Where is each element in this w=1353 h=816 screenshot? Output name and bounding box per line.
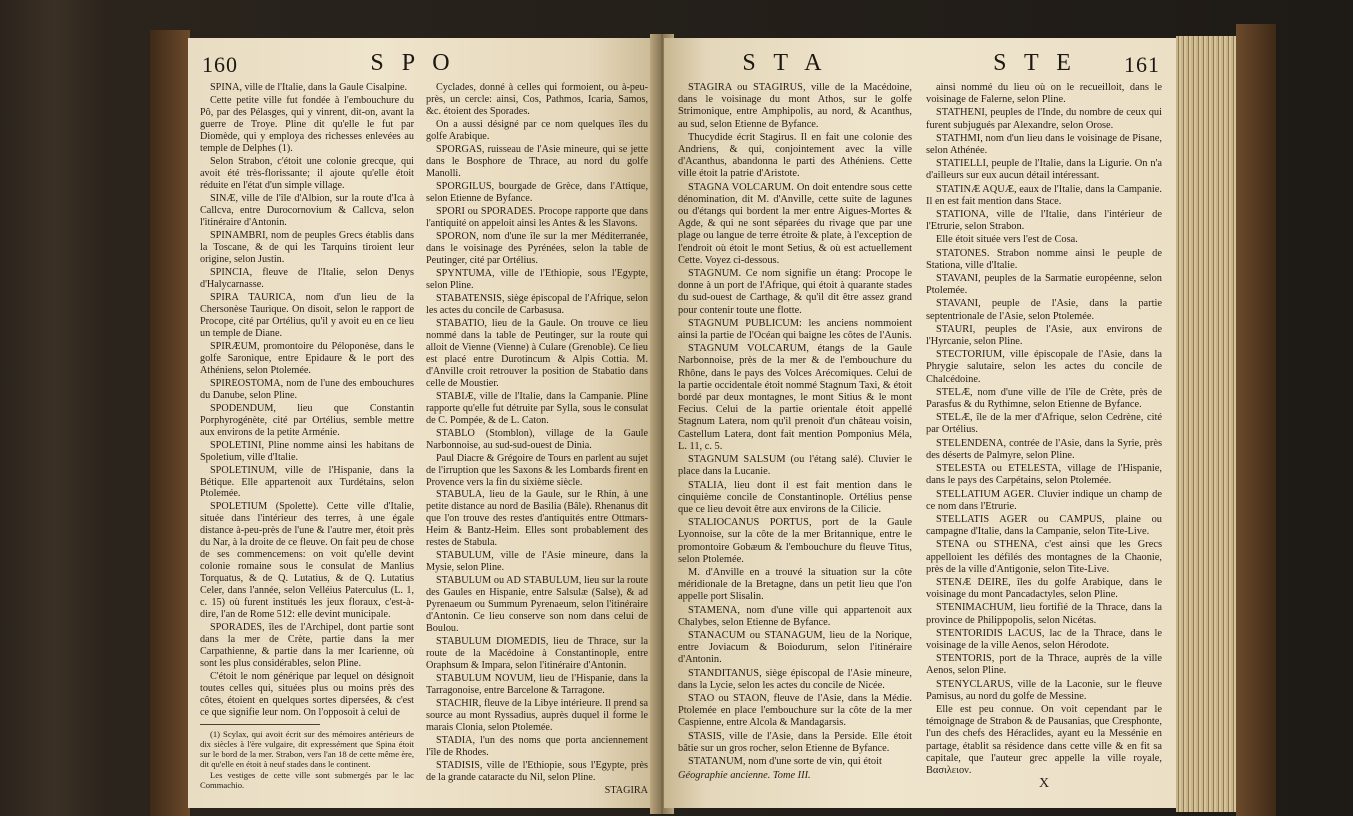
entry-paragraph: Paul Diacre & Grégoire de Tours en parlent au sujet de l'irruption que les Saxons & les Lombards firent en Provence vers la fin du sixième siècle. xyxy=(426,452,648,488)
entry-paragraph: STABULUM DIOMEDIS, lieu de Thrace, sur la route de la Macédoine à Constantinople, entre Oraphsum & Impara, selon l'itinéraire d'Antonin. xyxy=(426,636,648,672)
entry-paragraph: STAURI, peuples de l'Asie, aux environs de l'Hyrcanie, selon Pline. xyxy=(926,323,1162,348)
entry-paragraph: SPYNTUMA, ville de l'Ethiopie, sous l'Egypte, selon Pline. xyxy=(426,267,648,291)
entry-paragraph: STALIA, lieu dont il est fait mention dans le cinquième concile de Constantinople. Ortélius pense que ce lieu devoit être aux environs de la Cilicie. xyxy=(678,479,912,515)
entry-paragraph: STELLATIUM AGER. Cluvier indique un champ de ce nom dans l'Etrurie. xyxy=(926,488,1162,512)
signature-mark: X xyxy=(1038,776,1050,792)
book-cover-left xyxy=(150,30,190,816)
running-head-right-2: S T E xyxy=(993,50,1077,76)
entry-paragraph: STELÆ, île de la mer d'Afrique, selon Cedrène, cité par Ortélius. xyxy=(926,412,1162,436)
entry-paragraph: STAO ou STAON, fleuve de l'Asie, dans la Médie. Ptolemée en place l'embouchure sur la côte de la mer Caspienne, entre Alcola & Mandagarsis. xyxy=(678,692,912,729)
entry-paragraph: Selon Strabon, c'étoit une colonie grecque, qui avoit été très-florissante; il ajoute qu'elle étoit réduite en l'état d'un simple village. xyxy=(200,155,414,191)
page-edges xyxy=(1176,36,1240,812)
entry-paragraph: STABLO (Stomblon), village de la Gaule Narbonnoise, au sud-sud-ouest de Dinia. xyxy=(426,427,648,451)
entry-paragraph: STASIS, ville de l'Asie, dans la Perside. Elle étoit bâtie sur un gros rocher, selon Etienne de Byfance. xyxy=(678,730,912,754)
entry-paragraph: Thucydide écrit Stagirus. Il en fait une colonie des Andriens, & qui, conjointement avec la ville d'Acanthus, abandonna le parti des Athéniens. Cette ville étoit la patrie d'Aristote. xyxy=(678,131,912,180)
running-head-right-1: S T A xyxy=(742,50,828,76)
entry-paragraph: STAGNUM PUBLICUM: les anciens nommoient ainsi la partie de l'Océan qui baigne les côtes de l'Aunis. xyxy=(678,317,912,342)
entry-paragraph: STENYCLARUS, ville de la Laconie, sur le fleuve Pamisus, au nord du golfe de Messine. xyxy=(926,678,1162,702)
entry-paragraph: STECTORIUM, ville épiscopale de l'Asie, dans la Phrygie salutaire, selon les actes du concile de Chalcédoine. xyxy=(926,349,1162,385)
entry-paragraph: STAGNUM SALSUM (ou l'étang salé). Cluvier le place dans la Lucanie. xyxy=(678,454,912,478)
entry-paragraph: SPIRÆUM, promontoire du Péloponèse, dans le golfe Saronique, entre Epidaure & le port des Athéniens, selon Ptolemée. xyxy=(200,340,414,376)
entry-paragraph: SPINAMBRI, nom de peuples Grecs établis dans la Toscane, & de qui les Tarquins tiroient leur origine, selon Justin. xyxy=(200,229,414,265)
entry-paragraph: STAGIRA ou STAGIRUS, ville de la Macédoine, dans le voisinage du mont Athos, sur le golfe Strimonique, entre Amphipolis, au nord, & Acanthus, au sud, selon Etienne de Byfance. xyxy=(678,82,912,130)
entry-paragraph: STAMENA, nom d'une ville qui appartenoit aux Chalybes, selon Etienne de Byfance. xyxy=(678,604,912,628)
entry-paragraph: STENTORIS, port de la Thrace, auprès de la ville Aenos, selon Pline. xyxy=(926,653,1162,677)
entry-paragraph: C'étoit le nom générique par lequel on désignoit toutes celles qui, situées plus ou moins près des côtes, étoient en quelques sortes dipersées, & c'est ce que signifie leur nom. On l'opposoit à celui de xyxy=(200,671,414,719)
entry-paragraph: STADIA, l'un des noms que porta anciennement l'île de Rhodes. xyxy=(426,735,648,759)
entry-paragraph: SPORON, nom d'une île sur la mer Méditerranée, dans le voisinage des Pyrénées, selon la table de Peutinger, cité par Ortélius. xyxy=(426,230,648,266)
page-number-right: 161 xyxy=(1124,52,1160,77)
entry-paragraph: SPOLETIUM (Spolette). Cette ville d'Italie, située dans l'intérieur des terres, à une égale distance à-peu-près de l'une & l'autre mer, étoit près du Nar, à la droite de ce fleuve. On fait peu de chose de ses commencemens: on voit qu'elle devint colonie romaine sous le consulat de Manlius Torquatus, & de Q. Lutatius, & de Q. Lutatius Celer, dans l'année, selon Velléius Paterculus (L. 1, c. 15) où furent institués les jeux floraux, c'est-à-dire, l'an de Rome 512: elle devint municipale. xyxy=(200,501,415,621)
entry-paragraph: SINÆ, ville de l'île d'Albion, sur la route d'Ica à Callcva, entre Durocornovium & Callcva, selon l'itinéraire d'Antonin. xyxy=(200,192,414,228)
entry-paragraph: STATINÆ AQUÆ, eaux de l'Italie, dans la Campanie. Il en est fait mention dans Stace. xyxy=(926,183,1162,207)
entry-paragraph: STELENDENA, contrée de l'Asie, dans la Syrie, près des déserts de Palmyre, selon Pline. xyxy=(926,437,1162,461)
entry-paragraph: M. d'Anville en a trouvé la situation sur la côte méridionale de la Bretagne, dans un petit lieu que l'on appelle port Slisalin. xyxy=(678,566,912,603)
entry-paragraph: STANACUM ou STANAGUM, lieu de la Norique, entre Joviacum & Boiodurum, selon l'itinéraire d'Antonin. xyxy=(678,629,912,666)
entry-paragraph: STAVANI, peuple de l'Asie, dans la partie septentrionale de l'Asie, selon Ptolemée. xyxy=(926,298,1162,322)
entry-paragraph: Cette petite ville fut fondée à l'embouchure du Pô, par des Pélasges, qui y vinrent, dit-on, avant la guerre de Troye. Pline dit qu'elle le fut par Diomède, qui y employa des richesses enlevées au temple de Delphes (1). xyxy=(200,94,414,154)
entry-paragraph: SPODENDUM, lieu que Constantin Porphyrogénète, cité par Ortélius, semble mettre aux environs de la petite Arménie. xyxy=(200,402,414,438)
entry-paragraph: STALIOCANUS PORTUS, port de la Gaule Lyonnoise, sur la côte de la mer Britannique, entre le promontoire Gobæum & l'embouchure du fleuve Titus, selon Ptolemée. xyxy=(678,517,912,565)
right-column-1 xyxy=(678,82,912,782)
entry-paragraph: STAGNA VOLCARUM. On doit entendre sous cette dénomination, dit M. d'Anville, cette suite de lagunes ou d'étangs qui bordent la mer entre Aigues-Mortes & Agde, & qui ne sont séparées du rivage que par une plage ou langue de terre étroite & plate, à l'exception de l'endroit où étoit le mont Setius, & où est actuellement Cette. Voyez ci-dessous. xyxy=(678,181,912,266)
right-column-2 xyxy=(926,82,1162,790)
entry-paragraph: STABULUM ou AD STABULUM, lieu sur la route des Gaules en Hispanie, entre Salsulæ (Salse), & ad Pyrenaeum ou Summum Pyrenaeum, selon l'itinéraire d'Antonin. Ce lieu conserve son nom dans celui de Boulou. xyxy=(426,575,648,635)
book-cover-right xyxy=(1236,24,1276,816)
left-column-1 xyxy=(200,82,414,791)
entry-paragraph: Elle est peu connue. On voit cependant par le témoignage de Strabon & de Pausanias, que Cresphonte, l'un des chefs des Héraclides, ayant eu la Messénie en partage, établit sa résidence dans cette ville & en fit sa capitale, que l'auteur grec appelle la ville royale, Βασιλειον. xyxy=(926,703,1162,776)
entry-paragraph: STAVANI, peuples de la Sarmatie européenne, selon Ptolemée. xyxy=(926,273,1162,297)
right-header xyxy=(664,48,1176,82)
entry-paragraph: STATANUM, nom d'une sorte de vin, qui étoit xyxy=(688,755,882,767)
entry-paragraph: SPIRA TAURICA, nom d'un lieu de la Chersonèse Taurique. On disoit, selon le rapport de Procope, cité par Ortélius, qu'il y avoit eu en ce lieu un temple de Diane. xyxy=(200,291,414,339)
right-page xyxy=(664,38,1176,808)
entry-paragraph: STELLATIS AGER ou CAMPUS, plaine ou campagne d'Italie, dans la Campanie, selon Tite-Live. xyxy=(926,513,1162,538)
entry-paragraph: Cyclades, donné à celles qui formoient, ou à-peu-près, un cercle: ainsi, Cos, Pathmos, Icaria, Samos, &c. étoient des Sporades. xyxy=(426,82,648,117)
entry-paragraph: On a aussi désigné par ce nom quelques îles du golfe Arabique. xyxy=(426,118,648,142)
entry-paragraph: SPINA, ville de l'Italie, dans la Gaule Cisalpine. xyxy=(210,82,408,93)
entry-paragraph: STABULUM NOVUM, lieu de l'Hispanie, dans la Tarragonoise, entre Barcelone & Tarragone. xyxy=(426,673,648,697)
entry-paragraph: SPORGAS, ruisseau de l'Asie mineure, qui se jette dans le Bosphore de Thrace, au nord du golfe Manolli. xyxy=(426,143,648,179)
entry-paragraph: SPORGILUS, bourgade de Grèce, dans l'Attique, selon Etienne de Byfance. xyxy=(426,180,648,204)
entry-paragraph: STATIELLI, peuple de l'Italie, dans la Ligurie. On n'a d'ailleurs sur eux aucun détail intéressant. xyxy=(926,158,1162,182)
entry-paragraph: Elle étoit située vers l'est de Cosa. xyxy=(936,234,1078,246)
entry-paragraph: SPOLETINUM, ville de l'Hispanie, dans la Bétique. Elle appartenoit aux Turdétains, selon Ptolemée. xyxy=(200,464,414,500)
entry-paragraph: STENA ou STHENA, c'est ainsi que les Grecs appelloient les défilés des montagnes de la Chaonie, près de la ville d'Antigonie, selon Tite-Live. xyxy=(926,539,1162,575)
entry-paragraph: STAGNUM VOLCARUM, étangs de la Gaule Narbonnoise, près de la mer & de l'embouchure du Rhône, dans le pays des Volces Arécomiques. Celui de la partie occidentale étoit nommé Stagnum Taxi, & étoit bordé par deux montagnes, le mont Sitius & le mont Fecius. Celui de la partie orientale étoit appellé Stagnum Latera, nom qu'il prenoit d'un château voisin, Castellum Latera, dont fait mention Pomponius Méla, L. 11, c. 5. xyxy=(678,343,912,452)
page-number-left: 160 xyxy=(202,52,238,77)
left-page xyxy=(188,38,658,808)
entry-paragraph: STENTORIDIS LACUS, lac de la Thrace, dans le voisinage de la ville Aenos, selon Hérodote. xyxy=(926,627,1162,651)
entry-paragraph: SPORI ou SPORADES. Procope rapporte que dans l'antiquité on appeloit ainsi les Antes & les Slavons. xyxy=(426,205,648,229)
entry-paragraph: STENIMACHUM, lieu fortifié de la Thrace, dans la province de Philippopolis, selon Nicétas. xyxy=(926,602,1162,626)
left-header xyxy=(188,48,658,82)
entry-paragraph: STABULUM, ville de l'Asie mineure, dans la Mysie, selon Pline. xyxy=(426,550,648,574)
footnote: Les vestiges de cette ville sont submergés par le lac Commachio. xyxy=(200,770,414,791)
entry-paragraph: ainsi nommé du lieu où on le recueilloit, dans le voisinage de Falerne, selon Pline. xyxy=(926,82,1162,106)
entry-paragraph: SPORADES, îles de l'Archipel, dont partie sont dans la mer de Crète, partie dans la mer Carpathienne, & partie dans la mer Icarienne, où sont les plus considérables, selon Pline. xyxy=(200,622,414,670)
entry-paragraph: STABATIO, lieu de la Gaule. On trouve ce lieu nommé dans la table de Peutinger, sur la route qui alloit de Vienne (Vienne) à Culare (Grenoble). Ce lieu est placé entre Durotincum & Alpis Cottia. M. d'Anville croit retrouver la position de Stabatio dans celle de Moustier. xyxy=(426,317,648,389)
entry-paragraph: SPIREOSTOMA, nom de l'une des embouchures du Danube, selon Pline. xyxy=(200,377,414,401)
footnote: (1) Scylax, qui avoit écrit sur des mémoires antérieurs de dix siècles à l'ère vulgaire, dit expressément que Spina étoit sur le bord de la mer. Strabon, vers l'an 18 de cette même ère, dit qu'elle en étoit à neuf stades dans le continent. xyxy=(200,729,414,770)
entry-paragraph: SPOLETINI, Pline nomme ainsi les habitans de Spoletium, ville d'Italie. xyxy=(200,439,414,463)
entry-paragraph: STATONES. Strabon nomme ainsi le peuple de Stationa, ville d'Italie. xyxy=(926,247,1162,271)
footer-title: Géographie ancienne. Tome III. xyxy=(678,770,811,782)
entry-paragraph: STACHIR, fleuve de la Libye intérieure. Il prend sa source au mont Ryssadius, auprès duquel il forme le marais Clonia, selon Ptolemée. xyxy=(426,698,648,734)
entry-paragraph: SPINCIA, fleuve de l'Italie, selon Denys d'Halycarnasse. xyxy=(200,266,414,290)
entry-paragraph: STATIONA, ville de l'Italie, dans l'intérieur de l'Etrurie, selon Strabon. xyxy=(926,209,1162,233)
running-head-left: S P O xyxy=(370,50,456,76)
entry-paragraph: STAGNUM. Ce nom signifie un étang: Procope le donne à un port de l'Afrique, qui étoit à quarante stades du sud-ouest de Carthage, & qu'il dit être assez grand pour contenir toute une flotte. xyxy=(678,268,912,316)
entry-paragraph: STATHMI, nom d'un lieu dans le voisinage de Pisane, selon Athénée. xyxy=(926,132,1162,157)
left-column-2 xyxy=(426,82,648,797)
entry-paragraph: STABULA, lieu de la Gaule, sur le Rhin, à une petite distance au nord de Basilia (Bâle). Rhenanus dit que l'on trouve des restes d'antiquités entre Ottmars-Heim & Bantz-Heim. Elles sont probablement des restes de Stabula. xyxy=(426,489,648,549)
catchword: STAGIRA xyxy=(604,785,648,797)
entry-paragraph: STANDITANUS, siège épiscopal de l'Asie mineure, dans la Lycie, selon les actes du concile de Nicée. xyxy=(678,667,912,691)
entry-paragraph: STELESTA ou ETELESTA, village de l'Hispanie, dans le pays des Carpétains, selon Ptolemée. xyxy=(926,463,1162,487)
entry-paragraph: STADISIS, ville de l'Ethiopie, sous l'Egypte, près de la grande cataracte du Nil, selon Pline. xyxy=(426,760,648,784)
entry-paragraph: STELÆ, nom d'une ville de l'île de Crète, près de Parasfus & du Rythimne, selon Etienne de Byfance. xyxy=(926,386,1162,411)
entry-paragraph: STABATENSIS, siège épiscopal de l'Afrique, selon les actes du concile de Carbasusa. xyxy=(426,292,648,316)
entry-paragraph: STATHENI, peuples de l'Inde, du nombre de ceux qui furent subjugués par Alexandre, selon Orose. xyxy=(926,107,1162,131)
entry-paragraph: STABIÆ, ville de l'Italie, dans la Campanie. Pline rapporte qu'elle fut détruite par Sylla, sous le consulat de C. Pompée, & de L. Caton. xyxy=(426,390,648,426)
footnote-rule xyxy=(200,724,320,725)
entry-paragraph: STENÆ DEIRE, îles du golfe Arabique, dans le voisinage du mont Pancadactyles, selon Pline. xyxy=(926,576,1162,601)
